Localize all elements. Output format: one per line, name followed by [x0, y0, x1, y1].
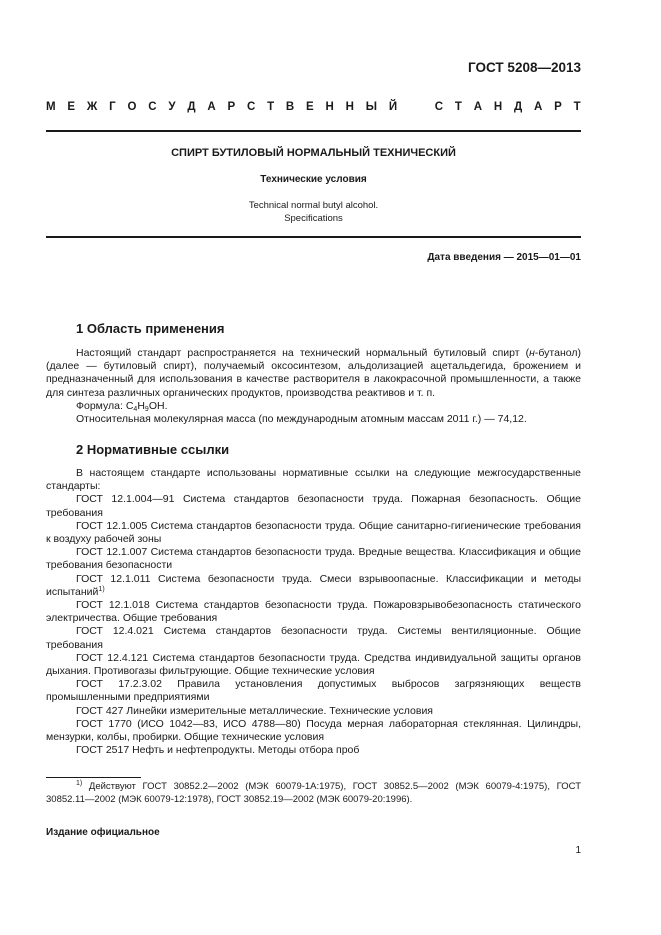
reference-item: ГОСТ 12.1.007 Система стандартов безопасности труда. Вредные вещества. Классификация и общие требования безопасности [46, 546, 581, 572]
edition-note: Издание официальное [46, 827, 160, 838]
footnote-separator [46, 777, 141, 778]
english-title [46, 199, 581, 225]
standard-type-banner [46, 101, 581, 113]
title-rule [46, 236, 581, 238]
banner-letter: Г [109, 101, 116, 113]
reference-item: ГОСТ 12.4.021 Система стандартов безопасности труда. Системы вентиляционные. Общие требования [46, 625, 581, 651]
scope-paragraph: Настоящий стандарт распространяется на технический нормальный бутиловый спирт (н-бутанол) (далее — бутиловый спирт), получаемый оксосинтезом, альдолизацией ацетальдегида, брожением и предназначенный для использования в качестве растворителя в лакокрасочной промышленности, а также для синтеза различных органических продуктов, производства реактивов и т. п. [46, 347, 581, 399]
reference-item: ГОСТ 12.1.004—91 Система стандартов безопасности труда. Пожарная безопасность. Общие требования [46, 493, 581, 519]
banner-letter: Е [306, 101, 314, 113]
formula-line: Формула: $C_4H_9OH$. [76, 399, 168, 413]
banner-letter: Р [227, 101, 236, 113]
banner-letter: У [168, 101, 176, 113]
banner-letter: С [148, 101, 157, 113]
references-intro: В настоящем стандарте использованы нормативные ссылки на следующие межгосударственные стандарты: [46, 467, 581, 493]
reference-item: ГОСТ 1770 (ИСО 1042—83, ИСО 4788—80) Посуда мерная лабораторная стеклянная. Цилиндры, мензурки, колбы, пробирки. Общие технические условия [46, 717, 581, 744]
banner-letter: М [46, 101, 56, 113]
section-1-heading: 1 Область применения [76, 321, 225, 336]
banner-letter: Т [573, 101, 581, 113]
banner-letter: Н [325, 101, 334, 113]
banner-letter: С [246, 101, 256, 113]
document-subtitle: Технические условия [260, 174, 367, 185]
reference-item: ГОСТ 2517 Нефть и нефтепродукты. Методы отбора проб [76, 744, 360, 757]
introduction-date: Дата введения — 2015—01—01 [427, 252, 581, 263]
section-2-body [46, 467, 581, 757]
banner-letter: Н [345, 101, 354, 113]
document-code: ГОСТ 5208—2013 [468, 60, 581, 75]
banner-letter: Т [454, 101, 462, 113]
reference-item: ГОСТ 12.1.011 Система безопасности труда. Смеси взрывоопасные. Классификации и методы испытаний$^{1)}$ [46, 572, 581, 598]
page-number: 1 [575, 845, 581, 856]
section-1-body [46, 347, 581, 426]
banner-letter: Д [187, 101, 196, 113]
reference-item: ГОСТ 17.2.3.02 Правила установления допустимых выбросов загрязняющих веществ промышленными предприятиями [46, 678, 581, 704]
banner-letter: Ж [86, 101, 98, 113]
reference-list [46, 493, 581, 757]
molecular-mass-line: Относительная молекулярная масса (по международным атомным массам 2011 г.) — 74,12. [76, 413, 527, 426]
banner-letter: Е [67, 101, 76, 113]
banner-letter: В [285, 101, 295, 113]
section-2-heading: 2 Нормативные ссылки [76, 442, 230, 457]
english-title-line1: Technical normal butyl alcohol. [248, 200, 379, 211]
banner-letter: А [207, 101, 216, 113]
banner-letter: Й [388, 101, 398, 113]
reference-item: ГОСТ 12.1.018 Система стандартов безопасности труда. Пожаровзрывобезопасность статического электричества. Общие требования [46, 599, 581, 625]
banner-letter: О [127, 101, 137, 113]
banner-letter: Р [554, 101, 562, 113]
reference-item: ГОСТ 12.4.121 Система стандартов безопасности труда. Средства индивидуальной защиты органов дыхания. Противогазы фильтрующие. Общие технические условия [46, 651, 581, 678]
reference-item: ГОСТ 12.1.005 Система стандартов безопасности труда. Общие санитарно-гигиенические требования к воздуху рабочей зоны [46, 519, 581, 546]
footnote: $^{1)}$ Действуют ГОСТ 30852.2—2002 (МЭК 60079-1A:1975), ГОСТ 30852.5—2002 (МЭК 60079-4:1975), ГОСТ 30852.11—2002 (МЭК 60079-12:1978), ГОСТ 30852.19—2002 (МЭК 60079-20:1996). [46, 780, 581, 805]
banner-letter: А [533, 101, 543, 113]
banner-letter: А [473, 101, 483, 113]
banner-letter: Н [493, 101, 503, 113]
document-title: СПИРТ БУТИЛОВЫЙ НОРМАЛЬНЫЙ ТЕХНИЧЕСКИЙ [171, 147, 456, 159]
top-rule [46, 130, 581, 132]
banner-letter: Ы [365, 101, 378, 113]
banner-letter: Д [513, 101, 523, 113]
banner-letter: Т [267, 101, 275, 113]
banner-letter: С [434, 101, 444, 113]
reference-item: ГОСТ 427 Линейки измерительные металлические. Технические условия [76, 704, 433, 717]
english-title-line2: Specifications [284, 213, 343, 224]
